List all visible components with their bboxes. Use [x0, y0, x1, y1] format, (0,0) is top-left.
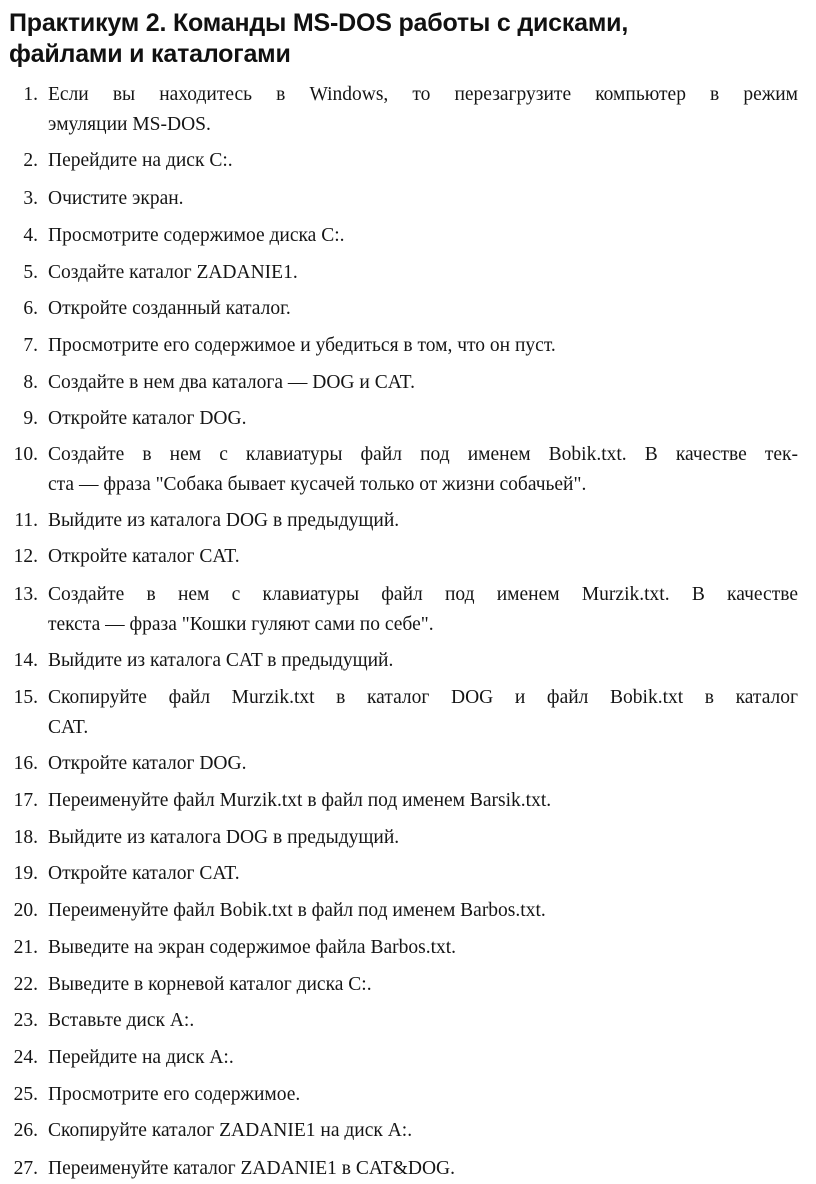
task-text [48, 933, 798, 963]
task-number: 7. [23, 335, 38, 356]
task-number: 15. [13, 687, 38, 708]
task-text-line-1: Переименуйте каталог ZADANIE1 в CAT&DOG. [48, 1158, 455, 1179]
task-text-line-1: Создайте каталог ZADANIE1. [48, 262, 298, 283]
practicum-title [9, 8, 799, 70]
task-text-line-1: Очистите экран. [48, 188, 184, 209]
task-text-line-1: Если вы находитесь в Windows, то перезагрузите компьютер в режим [48, 84, 798, 105]
task-text-line-2: текста — фраза "Кошки гуляют сами по себе". [48, 614, 434, 635]
task-text [48, 1006, 798, 1036]
task-number: 26. [13, 1120, 38, 1141]
task-text [48, 221, 798, 251]
task-text [48, 646, 798, 676]
task-text-line-1: Переименуйте файл Murzik.txt в файл под именем Barsik.txt. [48, 790, 552, 811]
task-text-line-1: Откройте каталог CAT. [48, 863, 240, 884]
task-text-line-1: Выйдите из каталога DOG в предыдущий. [48, 510, 400, 531]
task-number: 5. [23, 262, 38, 283]
task-number: 25. [13, 1084, 38, 1105]
task-number: 8. [23, 372, 38, 393]
title-line-2: файлами и каталогами [9, 40, 291, 68]
task-text [48, 749, 798, 779]
task-text-line-1: Просмотрите его содержимое. [48, 1084, 301, 1105]
task-number: 24. [13, 1047, 38, 1068]
task-text [48, 896, 798, 926]
task-text-line-1: Просмотрите содержимое диска С:. [48, 225, 345, 246]
task-text-line-1: Выведите в корневой каталог диска С:. [48, 974, 372, 995]
task-text-line-1: Переименуйте файл Bobik.txt в файл под именем Barbos.txt. [48, 900, 546, 921]
task-text-line-1: Откройте каталог DOG. [48, 753, 247, 774]
task-text-line-1: Откройте созданный каталог. [48, 298, 291, 319]
task-number: 13. [13, 584, 38, 605]
task-text [48, 580, 798, 640]
task-text [48, 683, 798, 743]
task-text-line-1: Вставьте диск А:. [48, 1010, 195, 1031]
task-text [48, 440, 798, 500]
task-text [48, 1154, 798, 1184]
task-number: 2. [23, 150, 38, 171]
task-number: 14. [13, 650, 38, 671]
task-text-line-1: Просмотрите его содержимое и убедиться в том, что он пуст. [48, 335, 556, 356]
task-text-line-1: Создайте в нем два каталога — DOG и CAT. [48, 372, 415, 393]
task-text-line-1: Выйдите из каталога DOG в предыдущий. [48, 827, 400, 848]
task-number: 27. [13, 1158, 38, 1179]
task-number: 20. [13, 900, 38, 921]
task-number: 1. [23, 84, 38, 105]
task-number: 18. [13, 827, 38, 848]
task-text [48, 859, 798, 889]
task-text [48, 542, 798, 572]
task-text-line-1: Скопируйте файл Murzik.txt в каталог DOG и файл Bobik.txt в каталог [48, 687, 798, 708]
task-number: 19. [13, 863, 38, 884]
task-text [48, 146, 798, 176]
task-text-line-1: Перейдите на диск С:. [48, 150, 233, 171]
task-number: 22. [13, 974, 38, 995]
task-text [48, 258, 798, 288]
task-number: 23. [13, 1010, 38, 1031]
task-text [48, 823, 798, 853]
task-text [48, 1043, 798, 1073]
task-number: 17. [13, 790, 38, 811]
task-text-line-2: эмуляции MS-DOS. [48, 114, 211, 135]
task-text-line-1: Откройте каталог CAT. [48, 546, 240, 567]
task-text [48, 184, 798, 214]
task-text [48, 506, 798, 536]
task-text-line-1: Создайте в нем с клавиатуры файл под именем Bobik.txt. В качестве тек- [48, 444, 798, 465]
task-number: 9. [23, 408, 38, 429]
task-text-line-1: Перейдите на диск А:. [48, 1047, 234, 1068]
task-number: 3. [23, 188, 38, 209]
task-text [48, 1080, 798, 1110]
task-number: 21. [13, 937, 38, 958]
task-text [48, 80, 798, 140]
task-number: 16. [13, 753, 38, 774]
task-text-line-1: Выйдите из каталога CAT в предыдущий. [48, 650, 394, 671]
task-text-line-1: Скопируйте каталог ZADANIE1 на диск А:. [48, 1120, 413, 1141]
task-text-line-1: Откройте каталог DOG. [48, 408, 247, 429]
task-text-line-2: CAT. [48, 717, 89, 738]
task-number: 10. [13, 444, 38, 465]
task-number: 4. [23, 225, 38, 246]
task-number: 6. [23, 298, 38, 319]
task-number: 12. [13, 546, 38, 567]
task-number: 11. [14, 510, 38, 531]
task-text [48, 1116, 798, 1146]
task-text [48, 294, 798, 324]
task-text-line-1: Создайте в нем с клавиатуры файл под именем Murzik.txt. В качестве [48, 584, 798, 605]
task-text-line-2: ста — фраза "Собака бывает кусачей только от жизни собачьей". [48, 474, 587, 495]
task-text [48, 331, 798, 361]
task-text [48, 786, 798, 816]
task-text [48, 404, 798, 434]
task-text [48, 970, 798, 1000]
task-text [48, 368, 798, 398]
title-line-1: Практикум 2. Команды MS-DOS работы с дисками, [9, 9, 629, 37]
task-text-line-1: Выведите на экран содержимое файла Barbos.txt. [48, 937, 457, 958]
